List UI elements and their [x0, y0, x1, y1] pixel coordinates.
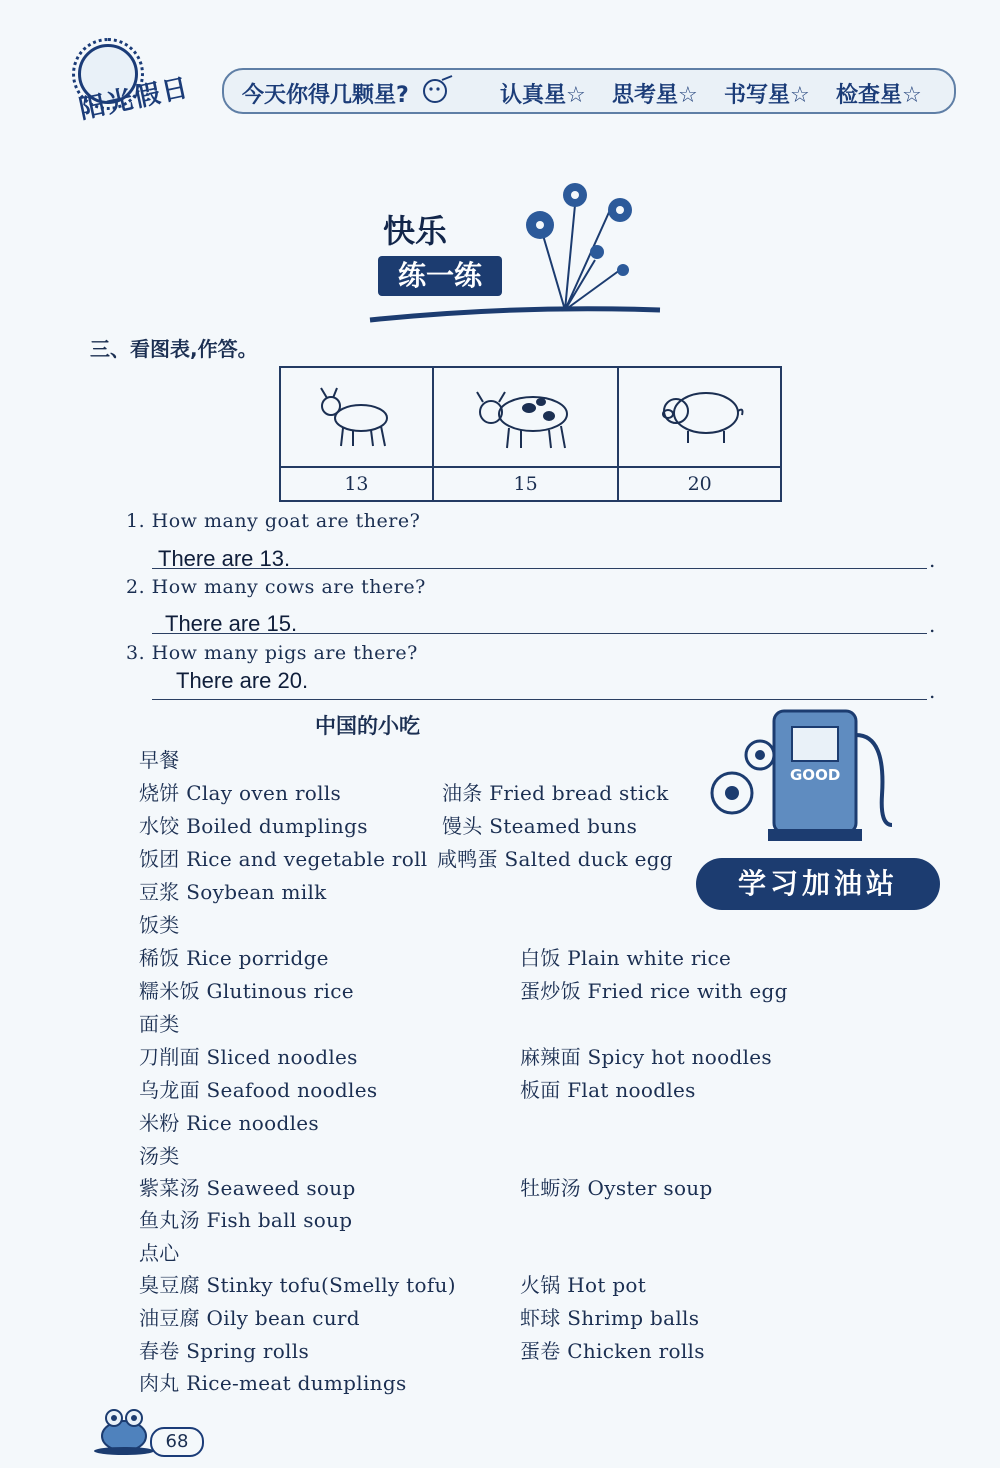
- vocab-item: 油条 Fried bread stick: [442, 781, 669, 805]
- category-rice: 饭类: [139, 913, 180, 937]
- series-logo: 阳光假日: [76, 72, 193, 126]
- vocab-item: 米粉 Rice noodles: [139, 1111, 319, 1135]
- cow-icon: [471, 378, 581, 452]
- question-1: 1. How many goat are there?: [126, 510, 421, 532]
- vocab-item: 咸鸭蛋 Salted duck egg: [437, 847, 673, 871]
- vocab-item: 麻辣面 Spicy hot noodles: [520, 1045, 772, 1069]
- vocab-item: 臭豆腐 Stinky tofu(Smelly tofu): [139, 1273, 456, 1297]
- goat-icon: [311, 380, 401, 450]
- vocab-item: 烧饼 Clay oven rolls: [139, 781, 342, 805]
- category-breakfast: 早餐: [139, 748, 180, 772]
- star-rating-bar: [222, 68, 956, 114]
- vocab-item: 白饭 Plain white rice: [520, 946, 732, 970]
- category-noodles: 面类: [139, 1012, 180, 1036]
- star-prompt: 今天你得几颗星?: [242, 83, 409, 108]
- snacks-title: 中国的小吃: [315, 714, 420, 738]
- vocab-item: 牡蛎汤 Oyster soup: [520, 1176, 713, 1200]
- vocab-item: 豆浆 Soybean milk: [139, 880, 327, 904]
- pig-icon: [652, 383, 748, 447]
- star-writing: 书写星☆: [724, 83, 810, 108]
- question-3: 3. How many pigs are there?: [126, 642, 418, 664]
- vocab-item: 饭团 Rice and vegetable roll: [139, 847, 428, 871]
- vocab-item: 肉丸 Rice-meat dumplings: [139, 1371, 407, 1395]
- answer-line-2: [152, 633, 927, 634]
- vocab-item: 水饺 Boiled dumplings: [139, 814, 368, 838]
- title-happy: 快乐: [383, 212, 448, 250]
- vocab-item: 板面 Flat noodles: [520, 1078, 696, 1102]
- answer-line-3: [152, 699, 927, 700]
- period-3: .: [929, 679, 936, 703]
- cow-cell: [433, 367, 618, 467]
- pump-label: GOOD: [790, 766, 841, 784]
- category-soup: 汤类: [139, 1144, 180, 1168]
- vocab-item: 刀削面 Sliced noodles: [139, 1045, 358, 1069]
- page-number: 68: [150, 1427, 204, 1457]
- answer-3: There are 20.: [176, 668, 309, 693]
- answer-1: There are 13.: [158, 546, 291, 571]
- category-dessert: 点心: [139, 1241, 180, 1265]
- vocab-item: 紫菜汤 Seaweed soup: [139, 1176, 356, 1200]
- flower-bouquet-icon: [365, 170, 665, 335]
- frog-icon: [92, 1400, 156, 1456]
- cow-count: 15: [433, 467, 618, 501]
- star-thinking: 思考星☆: [612, 83, 698, 108]
- vocab-item: 蛋卷 Chicken rolls: [520, 1339, 705, 1363]
- vocab-item: 糯米饭 Glutinous rice: [139, 979, 354, 1003]
- study-station-badge: 学习加油站: [696, 858, 940, 910]
- pig-cell: [618, 367, 781, 467]
- vocab-item: 鱼丸汤 Fish ball soup: [139, 1208, 353, 1232]
- question-heading: 三、看图表,作答。: [90, 337, 258, 361]
- vocab-item: 火锅 Hot pot: [520, 1273, 647, 1297]
- period-1: .: [929, 548, 936, 572]
- answer-line-1: [152, 568, 927, 569]
- answer-2: There are 15.: [165, 611, 298, 636]
- animal-count-table: [279, 366, 782, 502]
- vocab-item: 乌龙面 Seafood noodles: [139, 1078, 378, 1102]
- period-2: .: [929, 613, 936, 637]
- star-checking: 检查星☆: [836, 83, 922, 108]
- title-practice: 练一练: [378, 256, 502, 296]
- vocab-item: 馒头 Steamed buns: [442, 814, 638, 838]
- vocab-item: 稀饭 Rice porridge: [139, 946, 329, 970]
- vocab-item: 油豆腐 Oily bean curd: [139, 1306, 360, 1330]
- vocab-item: 虾球 Shrimp balls: [520, 1306, 700, 1330]
- vocab-item: 蛋炒饭 Fried rice with egg: [520, 979, 788, 1003]
- goat-cell: [280, 367, 433, 467]
- pig-count: 20: [618, 467, 781, 501]
- star-careful: 认真星☆: [500, 83, 586, 108]
- goat-count: 13: [280, 467, 433, 501]
- vocab-item: 春卷 Spring rolls: [139, 1339, 310, 1363]
- question-2: 2. How many cows are there?: [126, 576, 426, 598]
- pencil-face-icon: [420, 74, 454, 106]
